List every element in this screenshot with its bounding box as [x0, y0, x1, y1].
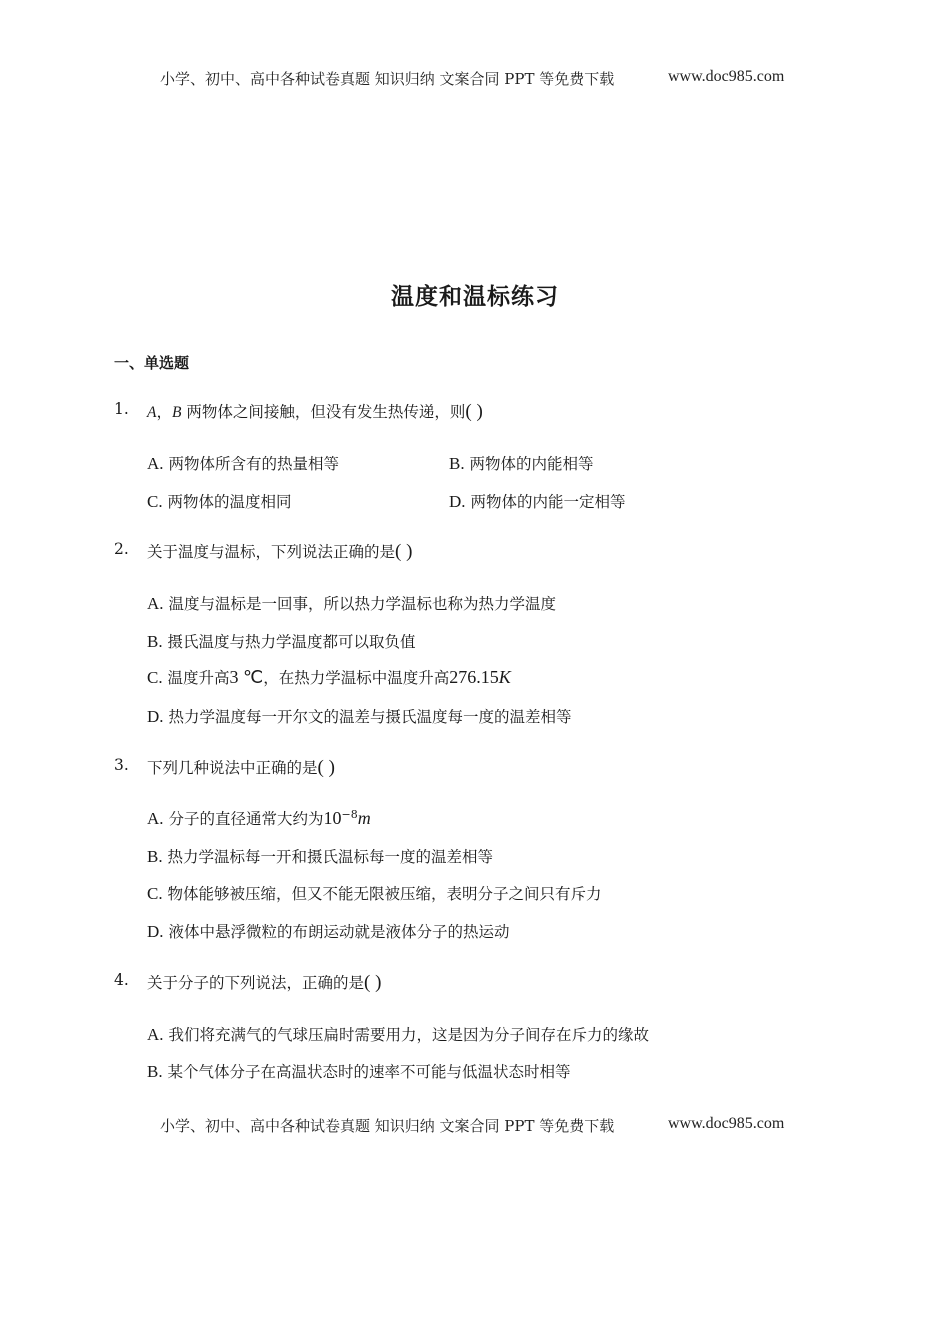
question-stem: 关于分子的下列说法，正确的是( ) [147, 972, 382, 993]
section-heading: 一、单选题 [114, 354, 190, 372]
question-stem: 下列几种说法中正确的是( ) [147, 757, 335, 778]
option-1b[interactable]: B. 两物体的内能相等 [449, 454, 594, 473]
footer-text: 小学、初中、高中各种试卷真题 知识归纳 文案合同 PPT 等免费下载 [160, 1117, 615, 1135]
header-url[interactable]: www.doc985.com [668, 68, 785, 85]
option-2c[interactable]: C. 温度升高3 ℃，在热力学温标中温度升高276.15K [147, 667, 511, 687]
page-title: 温度和温标练习 [391, 284, 559, 310]
option-3c[interactable]: C. 物体能够被压缩，但又不能无限被压缩，表明分子之间只有斥力 [147, 884, 602, 903]
option-1c[interactable]: C. 两物体的温度相同 [147, 492, 292, 511]
option-3a[interactable]: A. 分子的直径通常大约为$10^{-8}m$ [147, 807, 371, 828]
option-4b[interactable]: B. 某个气体分子在高温状态时的速率不可能与低温状态时相等 [147, 1062, 571, 1081]
option-1a[interactable]: A. 两物体所含有的热量相等 [147, 454, 339, 473]
question-stem: 关于温度与温标，下列说法正确的是( ) [147, 541, 413, 562]
footer-url[interactable]: www.doc985.com [668, 1115, 785, 1132]
question-number: 4. [114, 971, 129, 989]
question-stem: A，B 两物体之间接触，但没有发生热传递，则( ) [147, 401, 483, 422]
option-2b[interactable]: B. 摄氏温度与热力学温度都可以取负值 [147, 632, 416, 651]
option-2a[interactable]: A. 温度与温标是一回事，所以热力学温标也称为热力学温度 [147, 594, 556, 613]
header-text: 小学、初中、高中各种试卷真题 知识归纳 文案合同 PPT 等免费下载 [160, 70, 615, 88]
option-1d[interactable]: D. 两物体的内能一定相等 [449, 492, 626, 511]
option-3d[interactable]: D. 液体中悬浮微粒的布朗运动就是液体分子的热运动 [147, 922, 510, 941]
question-number: 2. [114, 540, 129, 558]
option-4a[interactable]: A. 我们将充满气的气球压扁时需要用力，这是因为分子间存在斥力的缘故 [147, 1025, 649, 1044]
question-number: 3. [114, 756, 129, 774]
question-number: 1. [114, 400, 129, 418]
option-2d[interactable]: D. 热力学温度每一开尔文的温差与摄氏温度每一度的温差相等 [147, 707, 572, 726]
option-3b[interactable]: B. 热力学温标每一开和摄氏温标每一度的温差相等 [147, 847, 494, 866]
